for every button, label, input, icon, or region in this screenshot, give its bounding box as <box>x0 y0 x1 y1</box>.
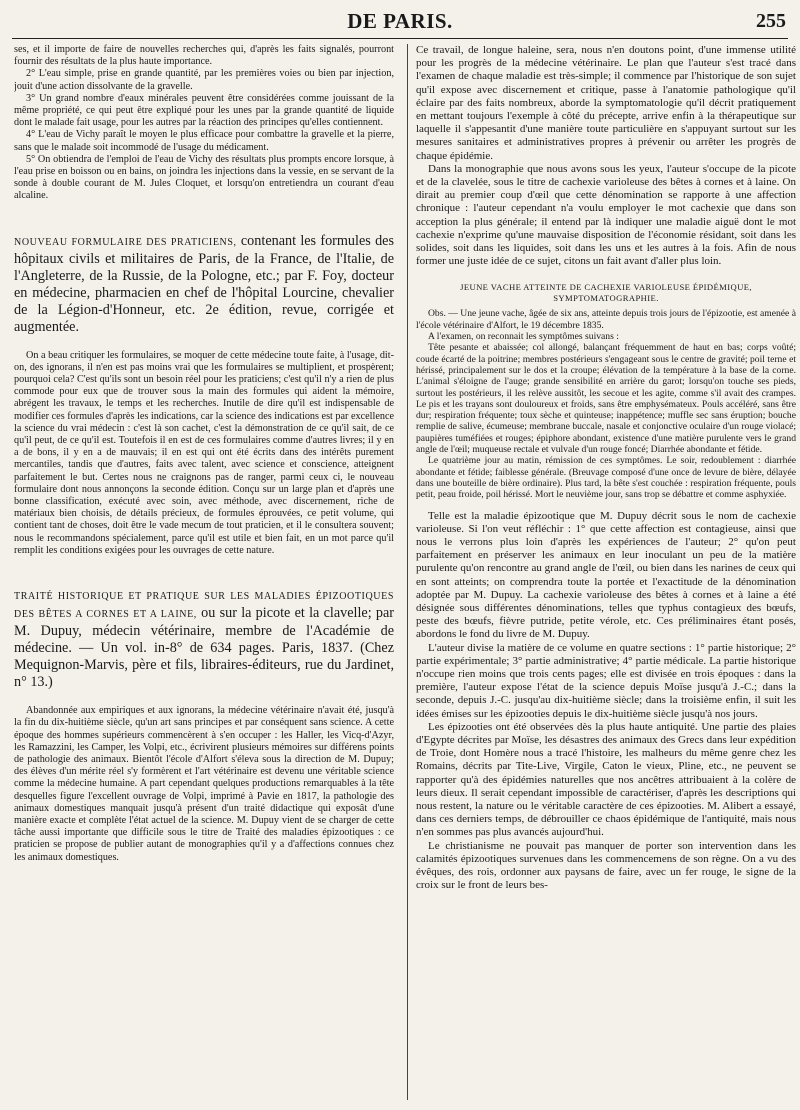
review-body: On a beau critiquer les formulaires, se moquer de cette médecine toute faite, à l'usage, dit-on, des ignorans, il n'en est pas moins vrai que les formulaires se multiplient, et prospèrent; pourquoi cela? C'est qu'ils sont un besoin réel pour les praticiens; c'est qu'il n'y a rien de plus commode pour eux que de trouver sous la main des formules qui aident la mémoire, abrégent les travaux, le temps et les recherches. Inutile de dire qu'il est indispensable de modifier ces formules d'après les indications, car la science des indications est par excellence la science du vrai médecin : c'est là son cachet, c'est la démonstration de ce qu'il sait, de ce qu'il peut, de ce qu'il est. Toutefois il en est de ces formulaires comme d'autres livres; il y en a de bons, il y en a de mauvais; il en est qui ont été écrits dans des intérêts purement mercantiles, tandis que d'autres, faits avec talent, avec science et conscience, atteignent parfaitement le but. Certes nous ne craignons pas de ranger, parmi ceux ci, le nouveau formulaire dont nous annonçons la seconde édition. Conçu sur un large plan et d'après une bonne classification, exécuté avec soin, avec méthode, avec discernement, riche de matériaux bien choisis, de détails précieux, de formules éprouvées, ce petit volume, qui contient tant de choses, doit être le vade mecum de tout praticien, et il le consultera souvent; nous le recommandons spécialement, parce qu'il est utile et bien fait, en un mot parce qu'il remplit les conditions exigées pour les ouvrages de cette nature. <box>14 349 394 556</box>
paragraph: 3° Un grand nombre d'eaux minérales peuvent être considérées comme jouissant de la même propriété, ce qui peut être expliqué pour les unes par la grande quantité de liquide dont le malade fait usage, pour les autres par la réaction des principes qu'elles contiennent. <box>14 92 394 129</box>
paragraph: Telle est la maladie épizootique que M. Dupuy décrit sous le nom de cachexie varioleuse. Si l'on veut réfléchir : 1° que cette affection est contagieuse, ainsi que nous le verrons plus loin d'après les expériences de l'auteur; 2° qu'on peut parfaitement en préserver les animaux en leur inoculant un peu de la matière purulente qu'on rencontre au grand angle de l'œil, ou bien dans les narines de ceux qui en sont atteints; on comprendra toute la portée et l'exactitude de la dénomination adoptée par M. Dupuy. La cachexie varioleuse des bêtes à cornes et à laine a été désignée sous différentes dénominations, telles que typhus contagieux des bœufs, peste des bœufs, fièvre putride, petite vérole, etc. Ces préliminaires étant posés, abordons le fond du livre de M. Dupuy. <box>416 509 796 641</box>
paragraph: 2° L'eau simple, prise en grande quantité, par les premières voies ou bien par injection, jouit d'une action dissolvante de la gravelle. <box>14 68 394 92</box>
observation-text: Obs. — Une jeune vache, âgée de six ans, atteinte depuis trois jours de l'épizootie, est amenée à l'école vétérinaire d'Alfort, le 19 décembre 1835. <box>416 308 796 331</box>
paragraph: 5° On obtiendra de l'emploi de l'eau de Vichy des résultats plus prompts encore lorsque, à l'eau prise en boisson ou en bains, on joindra les injections dans la vessie, en se servant de la sonde à double courant de M. Jules Cloquet, et lorsqu'on entretiendra un courant d'eau alcaline. <box>14 153 394 202</box>
running-header <box>0 0 800 40</box>
paragraph: Ce travail, de longue haleine, sera, nous n'en doutons point, d'une immense utilité pour les progrès de la médecine vétérinaire. Le plan que l'auteur s'est tracé dans l'examen de chaque maladie est très-simple; il commence par l'historique de son sujet qu'il expose avec discernement et critique, passe à l'anatomie pathologique qu'il éclaire par des faits nombreux, aborde la symptomatologie qu'il décrit pratiquement en mettant toujours l'exemple à côté du précepte, arrive enfin à la thérapeutique sur laquelle il s'appesantit d'une manière toute particulière en s'appuyant surtout sur les mesures sanitaires et administratives propres à prévenir ou arrêter les progrès de chaque épidémie. <box>416 44 796 162</box>
right-column <box>416 44 796 1102</box>
running-title: DE PARIS. <box>347 9 453 33</box>
observation-text: Tête pesante et abaissée; col allongé, balançant fréquemment de haut en bas; corps voûté; coude écarté de la poitrine; membres postérieurs s'engageant sous le centre de gravité; poil terne et hérissé, principalement sur le dos et la croupe; élévation de la température à la base de la corne. L'animal s'éloigne de l'auge; grande sensibilité en arrière du garot; lorsqu'on touche ses pieds, surtout les postérieurs, il les relève aussitôt, les secoue et les agite, comme s'il avait des crampes. Le pis et les trayans sont douloureux et froids, sans être emphysémateux. Pouls accéléré, sans être dur; respiration fréquente; toux sèche et quinteuse; inappétence; muffle sec sans éruption; bouche remplie de salive, écumeuse; membrane buccale, nasale et conjonctive oculaire d'un rouge violacé; paupières tuméfiées et rouges; épiphore abondant, existence d'une matière purulente vers le grand angle de l'œil; muqueuse rectale et vulvale d'un rouge foncé; Diarrhée abondante et fétide. <box>416 342 796 456</box>
paragraph: 4° L'eau de Vichy paraît le moyen le plus efficace pour combattre la gravelle et la pierre, sans que le malade soit incommodé de l'usage du médicament. <box>14 129 394 153</box>
observation-text: Le quatrième jour au matin, rémission de ces symptômes. Le soir, redoublement : diarrhée abondante et fétide; faiblesse générale. (Breuvage composé d'une once de levure de bière, délayée dans une bouteille de bière ordinaire). Plus tard, la bête s'est couchée : respiration fréquente, pouls petit, peau froide, poil hérissé. Mort le neuvième jour, sans trop se débattre et comme asphyxiée. <box>416 455 796 501</box>
page-number: 255 <box>756 10 786 32</box>
review-body: Abandonnée aux empiriques et aux ignorans, la médecine vétérinaire n'avait été, jusqu'à la fin du dix-huitième siècle, qu'un art sans principes et par conséquent sans science. A cette époque des hommes supérieurs commencèrent à s'en occuper : les Haller, les Vicq-d'Azyr, les Ramazzini, les Camper, les Volpi, etc., écrivirent plusieurs mémoires sur différens points de pathologie des animaux. Bientôt l'école d'Alfort s'éleva sous la direction de M. Dupuy; des élèves d'un mérite réel s'y formèrent et l'art vétérinaire est devenu une véritable science comme la médecine humaine. A part cependant quelques productions remarquables à la tête desquelles figure l'excellent ouvrage de Volpi, imprimé à Pavie en 1817, la pathologie des animaux domestiques manquait jusqu'à présent d'un traité didactique qui exposât d'une manière exacte et complète l'état actuel de la science. M. Dupuy vient de se charger de cette tâche aussi importante que difficile sous le titre de Traité des maladies épizootiques : ce praticien se propose de publier autant de monographies qu'il y a d'affections connues chez les animaux domestiques. <box>14 705 394 863</box>
review-title-smallcaps: NOUVEAU FORMULAIRE DES PRATICIENS, <box>14 236 237 248</box>
paragraph: Le christianisme ne pouvait pas manquer de porter son intervention dans les calamités épizootiques survenues dans les commencemens de son règne. On a vu des évêques, des rois, ordonner aux paysans de faire, avec un fer rouge, le signe de la croix sur le front de leurs bes- <box>416 839 796 892</box>
review-title-rest: contenant les formules des hôpitaux civils et militaires de Paris, de la France, de l'Italie, de l'Angleterre, de la Russie, de la Pologne, etc.; par F. Foy, docteur en médecine, pharmacien en chef de l'hôpital Lourcine, chevalier de la Légion-d'Honneur, etc. 2e édition, revue, corrigée et augmentée. <box>14 232 394 335</box>
observation-text: A l'examen, on reconnait les symptômes suivans : <box>428 331 619 343</box>
review-title-rest: ou sur la picote et la clavelle; par M. Dupuy, médecin vétérinaire, membre de l'Académie de médecine. — Un vol. in-8° de 634 pages. Paris, 1837. (Chez Mequignon-Marvis, père et fils, libraires-éditeurs, rue du Jardinet, n° 13.) <box>14 605 394 691</box>
paragraph: Dans la monographie que nous avons sous les yeux, l'auteur s'occupe de la picote et de la clavelée, sous le titre de cachexie varioleuse des bêtes à cornes et à laine. On dirait au premier coup d'œil que cette dénomination se rapporte à une affection chronique : l'auteur cependant n'a voulu employer le mot cachexie que dans son acception la plus générale; il entend par là indiquer une maladie aiguë dont le mot cachexie n'exprime qu'une mauvaise disposition de l'économie résidant, soit dans les solides, soit dans les liquides, soit dans les uns et les autres à la fois. Afin de nous former une juste idée de ce sujet, citons un fait avant d'aller plus loin. <box>416 162 796 268</box>
review-title <box>14 587 394 691</box>
header-rule <box>12 38 788 39</box>
paragraph: L'auteur divise la matière de ce volume en quatre sections : 1° partie historique; 2° partie expérimentale; 3° partie administrative; 4° partie médicale. La partie historique n'occupe rien moins que trois cents pages; elle est divisée en trois époques : dans la première, l'auteur expose l'état de la science depuis Moïse jusqu'à J.-C.; dans la seconde, depuis J.-C. jusqu'au dix-huitième siècle; dans la troisième enfin, il suit les idées émises sur les épizooties depuis le dix-huitième siècle jusqu'à nos jours. <box>416 641 796 720</box>
left-column <box>14 44 394 1102</box>
review-title <box>14 233 394 336</box>
paragraph: ses, et il importe de faire de nouvelles recherches qui, d'après les faits signalés, pourront fournir des résultats de la plus haute importance. <box>14 44 394 68</box>
review-title-smallcaps: TRAITÉ HISTORIQUE ET PRATIQUE SUR LES MALADIES ÉPIZOOTIQUES DES BÊTES A CORNES ET A LAINE, <box>14 591 394 621</box>
observation-heading: JEUNE VACHE ATTEINTE DE CACHEXIE VARIOLEUSE ÉPIDÉMIQUE, SYMPTOMATOGRAPHIE. <box>460 282 752 304</box>
column-divider <box>407 44 408 1100</box>
paragraph: Les épizooties ont été observées dès la plus haute antiquité. Une partie des plaies d'Egypte décrites par Moïse, les désastres des animaux des Grecs dans leur expédition de Troie, dont Homère nous a tracé l'histoire, les malheurs du même genre chez les Romains, décrits par Tite-Live, Virgile, Caton le vieux, Pline, etc., ne peuvent se rapporter qu'à des épidémies naturelles que nos ancêtres attribuaient à la colère de leurs dieux. Il serait cependant impossible de caractériser, d'après les descriptions qui nous restent, la nature ou le véritable caractère de ces épizooties. M. Alibert a essayé, dans ces derniers temps, de débrouiller ce chaos épidémique de l'antiquité, mais nous n'en sommes pas plus avancés aujourd'hui. <box>416 720 796 839</box>
